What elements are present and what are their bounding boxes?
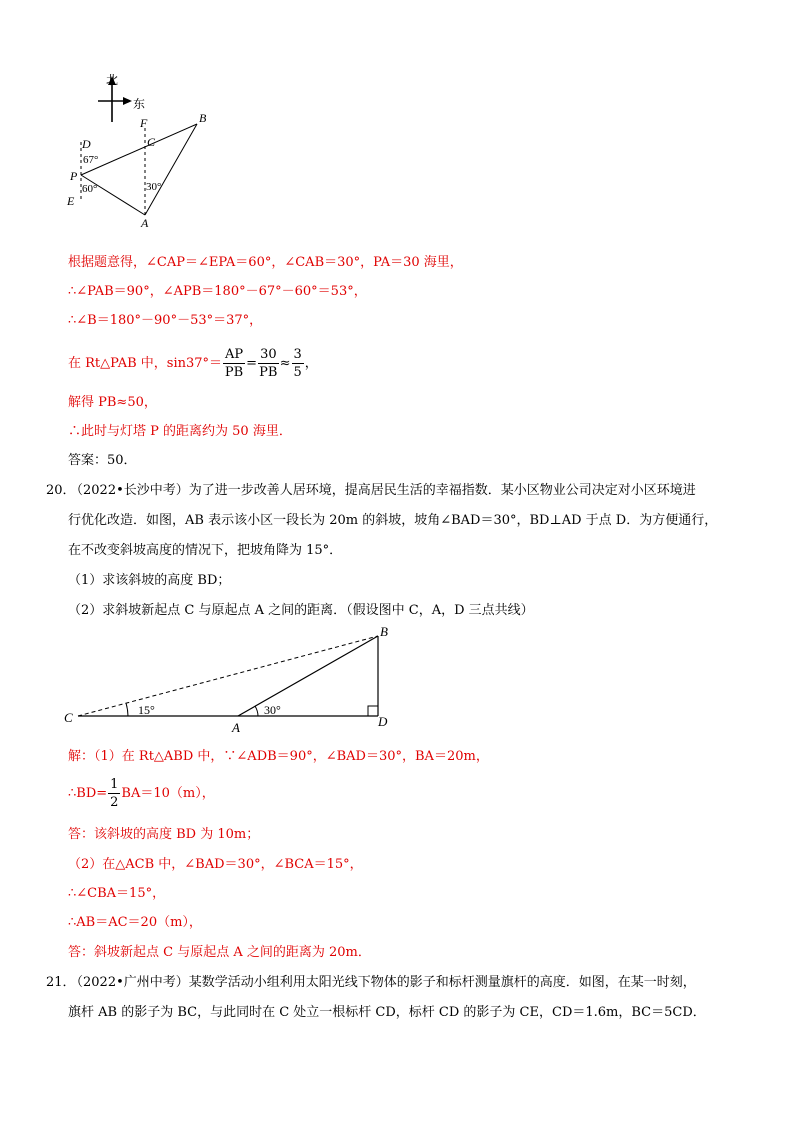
sol20-line-7: 答：斜坡新起点 C 与原起点 A 之间的距离为 20m． bbox=[68, 945, 371, 960]
sol19-line-2: ∴∠PAB＝90°，∠APB＝180°－67°－60°＝53°， bbox=[68, 284, 367, 299]
label-north: 北 bbox=[106, 73, 119, 87]
fraction-3-over-5 bbox=[292, 346, 304, 381]
q21-line-2: 旗杆 AB 的影子为 BC，与此同时在 C 处立一根标杆 CD，标杆 CD 的影子为 CE，CD＝1.6m，BC＝5CD． bbox=[68, 1005, 706, 1020]
frac3-numerator: 3 bbox=[293, 347, 302, 362]
sol20-line-2 bbox=[68, 774, 215, 814]
label-D: D bbox=[378, 714, 388, 729]
label-C: C bbox=[147, 135, 156, 149]
segment-PA bbox=[81, 175, 145, 215]
sol19-line-4 bbox=[68, 344, 318, 384]
label-angle-30: 30° bbox=[146, 181, 162, 193]
q20-number: 20． bbox=[46, 483, 76, 498]
q21-number: 21． bbox=[46, 975, 76, 990]
sol19-line-1: 根据题意得，∠CAP＝∠EPA＝60°，∠CAB＝30°，PA＝30 海里， bbox=[68, 255, 463, 270]
sol19-line-4-suffix: ， bbox=[304, 356, 318, 371]
approx-sign: ≈ bbox=[279, 356, 291, 371]
frac2-numerator: 30 bbox=[260, 347, 277, 362]
sol19-line-4-prefix: 在 Rt△PAB 中，sin37°＝ bbox=[68, 356, 223, 371]
q21-line-1: （2022•广州中考）某数学活动小组利用太阳光线下物体的影子和标杆测量旗杆的高度．如图，在某一时刻， bbox=[70, 975, 696, 990]
sol20-line-6: ∴AB＝AC＝20（m）， bbox=[68, 915, 202, 930]
label-E: E bbox=[67, 194, 75, 208]
label-P: P bbox=[70, 169, 78, 183]
equals-sign: = bbox=[246, 356, 258, 371]
half-denominator: 2 bbox=[110, 795, 119, 810]
sol19-line-6: ∴此时与灯塔 P 的距离约为 50 海里． bbox=[68, 424, 292, 439]
fraction-30-over-pb bbox=[258, 346, 279, 381]
navigation-figure bbox=[60, 70, 220, 235]
sol19-line-3: ∴∠B＝180°－90°－53°＝37°， bbox=[68, 313, 263, 328]
frac1-denominator: PB bbox=[224, 365, 244, 380]
sol20-line-1: 解：（1）在 Rt△ABD 中，∵∠ADB＝90°，∠BAD＝30°，BA＝20m， bbox=[68, 749, 489, 764]
segment-PB bbox=[81, 124, 197, 175]
label-angle-67: 67° bbox=[83, 154, 99, 166]
angle-arc-C bbox=[126, 703, 128, 716]
label-F: F bbox=[140, 116, 148, 130]
sol20-line-4: （2）在△ACB 中，∠BAD＝30°，∠BCA＝15°， bbox=[68, 857, 363, 872]
segment-CB-dashed bbox=[78, 636, 378, 716]
angle-arc-A bbox=[255, 706, 258, 716]
label-east: 东 bbox=[133, 97, 146, 111]
sol19-line-5: 解得 PB≈50， bbox=[68, 395, 157, 410]
frac3-denominator: 5 bbox=[293, 365, 302, 380]
q20-part-1: （1）求该斜坡的高度 BD； bbox=[68, 573, 231, 588]
half-numerator: 1 bbox=[110, 777, 119, 792]
label-angle-60: 60° bbox=[82, 183, 98, 195]
label-B: B bbox=[380, 624, 388, 639]
sol20-line-5: ∴∠CBA＝15°， bbox=[68, 886, 166, 901]
segment-AB bbox=[238, 636, 378, 716]
sol20-line-2-suffix: BA＝10（m）， bbox=[121, 786, 215, 801]
label-A: A bbox=[141, 216, 149, 230]
label-A: A bbox=[232, 720, 240, 735]
label-angle-15: 15° bbox=[138, 703, 155, 717]
label-D: D bbox=[82, 137, 91, 151]
frac2-denominator: PB bbox=[259, 365, 278, 380]
q20-line-3: 在不改变斜坡高度的情况下，把坡角降为 15°． bbox=[68, 543, 343, 558]
sol19-answer: 答案：50． bbox=[68, 453, 137, 468]
east-arrow-head bbox=[123, 97, 132, 105]
frac1-numerator: AP bbox=[225, 347, 244, 362]
q20-line-2: 行优化改造．如图，AB 表示该小区一段长为 20m 的斜坡，坡角∠BAD＝30°，BD⊥AD 于点 D．为方便通行， bbox=[68, 513, 718, 528]
label-B: B bbox=[199, 111, 207, 125]
q20-line-1: （2022•长沙中考）为了进一步改善人居环境，提高居民生活的幸福指数．某小区物业公司决定对小区环境进 bbox=[70, 483, 696, 498]
sol20-line-2-prefix: ∴BD= bbox=[68, 786, 108, 801]
right-angle-mark bbox=[368, 706, 378, 716]
fraction-one-half bbox=[108, 776, 120, 811]
fraction-ap-over-pb bbox=[223, 346, 245, 381]
sol20-line-3: 答：该斜坡的高度 BD 为 10m； bbox=[68, 827, 260, 842]
label-angle-30: 30° bbox=[264, 703, 281, 717]
q20-part-2: （2）求斜坡新起点 C 与原起点 A 之间的距离．（假设图中 C，A，D 三点共线） bbox=[68, 603, 534, 618]
slope-figure bbox=[60, 622, 410, 737]
label-C: C bbox=[64, 710, 73, 725]
